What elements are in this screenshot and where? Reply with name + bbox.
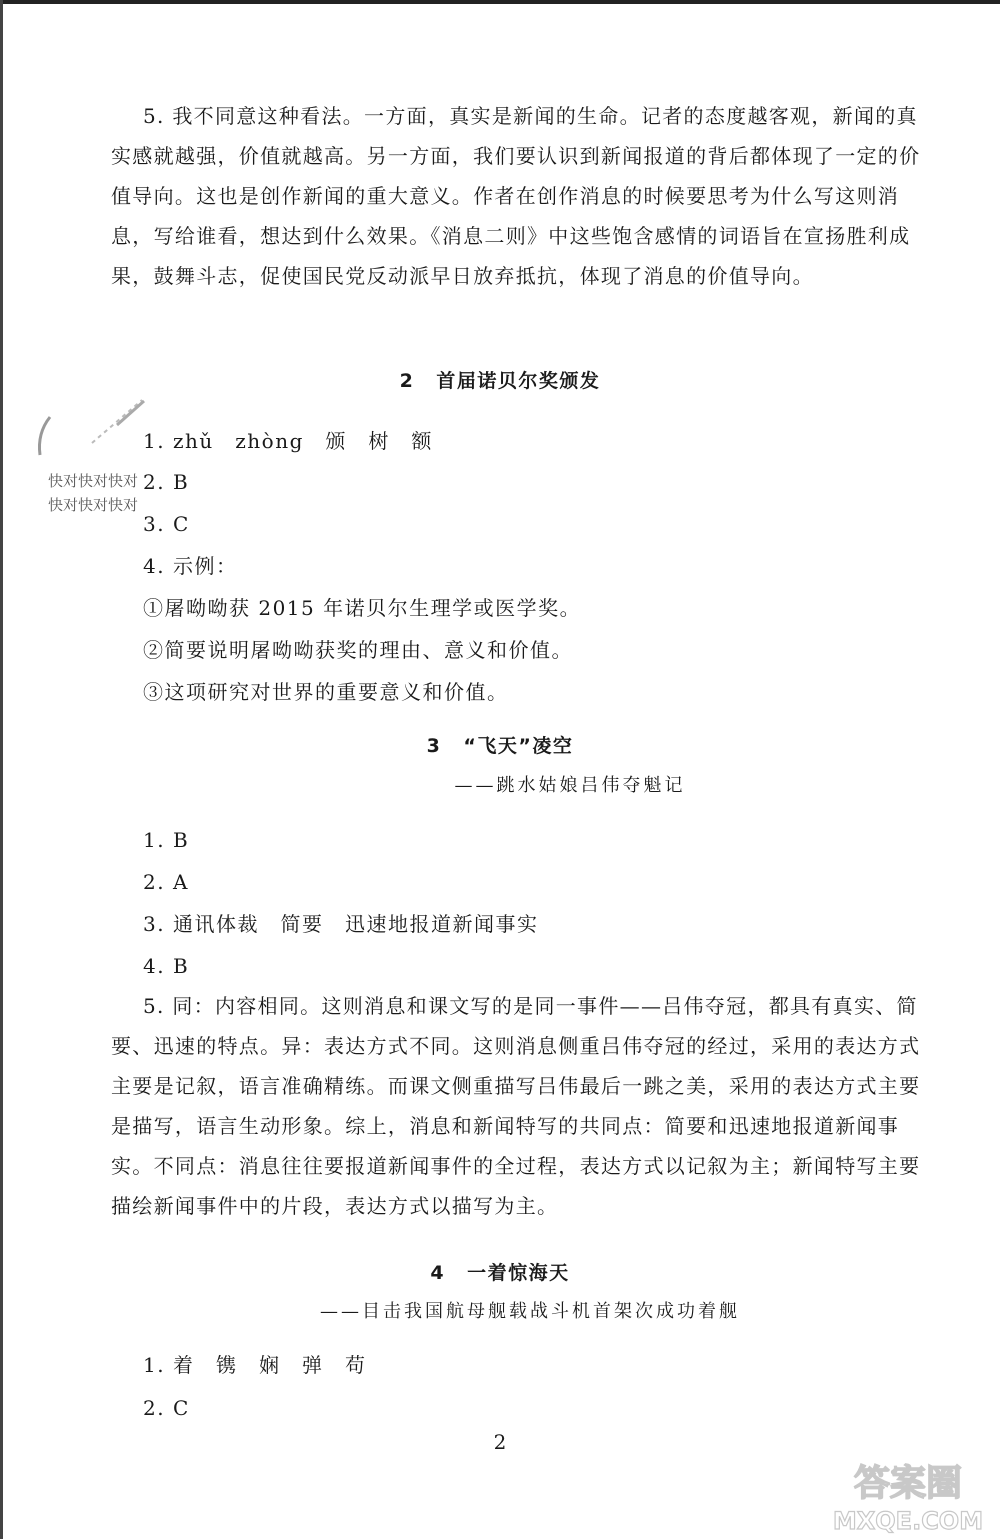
section-2-title <box>0 367 1000 395</box>
section-3-number: 3 <box>426 735 442 757</box>
section-3-title <box>0 732 1000 760</box>
section-2-title-text: 首届诺贝尔奖颁发 <box>436 370 601 392</box>
corner-watermark-text: 答案圈 <box>853 1463 963 1504</box>
section-2-number: 2 <box>399 370 415 392</box>
page-top-border <box>0 0 1000 4</box>
section-4-title-text: 一着惊海天 <box>467 1262 570 1284</box>
s3-item-3: 3. 通讯体裁 简要 迅速地报道新闻事实 <box>143 912 539 936</box>
intro-paragraph: 5. 我不同意这种看法。一方面，真实是新闻的生命。记者的态度越客观，新闻的真实感就越强，价值就越高。另一方面，我们要认识到新闻报道的背后都体现了一定的价值导向。这也是创作新闻的重大意义。作者在创作消息的时候要思考为什么写这则消息，写给谁看，想达到什么效果。《消息二则》中这些饱含感情的词语旨在宣扬胜利成果，鼓舞斗志，促使国民党反动派早日放弃抵抗，体现了消息的价值导向。 <box>111 104 921 288</box>
section-4-number: 4 <box>430 1262 446 1284</box>
s3-item-4: 4. B <box>143 954 190 978</box>
s2-item-3: 3. C <box>143 512 190 536</box>
s3-item-5-paragraph: 5. 同：内容相同。这则消息和课文写的是同一事件——吕伟夺冠，都具有真实、简要、迅速的特点。异：表达方式不同。这则消息侧重吕伟夺冠的经过，采用的表达方式主要是记叙，语言准确精练。而课文侧重描写吕伟最后一跳之美，采用的表达方式主要是描写，语言生动形象。综上，消息和新闻特写的共同点：简要和迅速地报道新闻事实。不同点：消息往往要报道新闻事件的全过程，表达方式以记叙为主；新闻特写主要描绘新闻事件中的片段，表达方式以描写为主。 <box>111 994 921 1218</box>
watermark-text-2: 快对快对快对 <box>48 496 139 514</box>
section-3-subtitle: ——跳水姑娘吕伟夺魁记 <box>454 775 686 796</box>
s2-item-1: 1. zhǔ zhòng 颁 树 额 <box>143 429 433 453</box>
section-3-title-text: “飞天”凌空 <box>463 735 574 757</box>
s2-item-2: 2. B <box>143 470 190 494</box>
s4-item-2: 2. C <box>143 1396 190 1420</box>
s2-item-7: ③这项研究对世界的重要意义和价值。 <box>143 680 509 704</box>
s2-item-6: ②简要说明屠呦呦获奖的理由、意义和价值。 <box>143 638 573 662</box>
watermark-text-1: 快对快对快对 <box>48 472 139 490</box>
s3-item-1: 1. B <box>143 828 190 852</box>
section-4-title <box>0 1259 1000 1287</box>
s2-item-5: ①屠呦呦获 2015 年诺贝尔生理学或医学奖。 <box>143 596 582 620</box>
corner-watermark-logo <box>820 1455 995 1537</box>
s2-item-4: 4. 示例： <box>143 554 238 578</box>
s4-item-1: 1. 着 镌 娴 弹 苟 <box>143 1353 367 1377</box>
section-4-subtitle: ——目击我国航母舰载战斗机首架次成功着舰 <box>320 1301 740 1322</box>
s3-item-2: 2. A <box>143 870 189 894</box>
page-number: 2 <box>493 1430 507 1454</box>
corner-watermark-url: MXQE.COM <box>832 1507 984 1535</box>
